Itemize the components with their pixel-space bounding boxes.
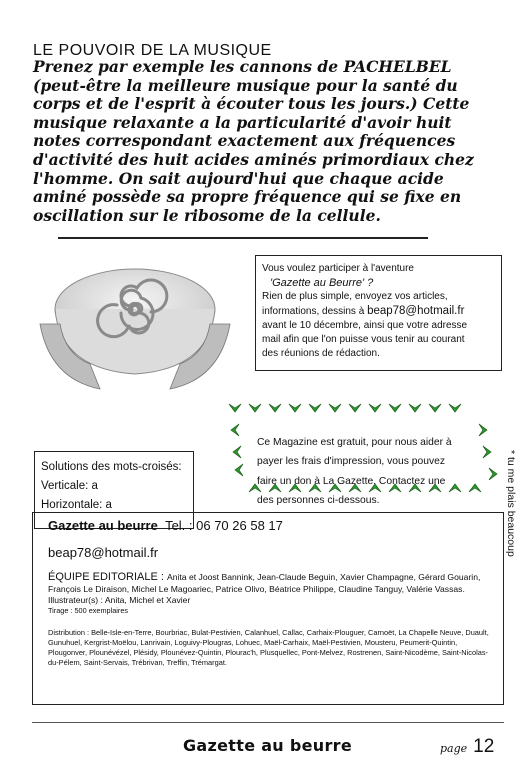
vine-leaf [369, 404, 381, 412]
page-label: page [440, 742, 468, 755]
vine-leaf [409, 404, 421, 412]
gazette-info-box [32, 512, 504, 705]
vine-leaf [449, 404, 461, 412]
vine-leaf [231, 424, 239, 436]
footer-divider [32, 722, 504, 723]
vine-leaf [483, 446, 491, 458]
vine-leaf [479, 424, 487, 436]
crossword-vertical: Verticale: a [41, 480, 98, 492]
article-line: l'homme. On sait aujourd'hui que chaque acide [33, 168, 444, 188]
donation-line: Ce Magazine est gratuit, pour nous aider à [257, 437, 452, 448]
article-line: aminé possède sa propre fréquence qui se fixe en [33, 187, 462, 207]
participate-line: Vous voulez participer à l'aventure [262, 263, 414, 274]
crossword-title: Solutions des mots-croisés: [41, 461, 182, 473]
vine-leaf [289, 404, 301, 412]
article-title: LE POUVOIR DE LA MUSIQUE [33, 42, 272, 59]
vine-leaf [233, 446, 241, 458]
participate-line: 'Gazette au Beurre' ? [270, 277, 374, 289]
section-divider [58, 237, 428, 239]
equipe-members: Anita et Joost Bannink, Jean-Claude Beguin, Xavier Champagne, Gérard Gouarin, François Le Diraison, Michel Le Magoariec, Patrice Olivo, Béatrice Philippe, Claudine Tanguy, Valérie Vassas. [48, 572, 481, 594]
vine-leaf [489, 468, 497, 480]
triskele-bowl-illustration [30, 254, 240, 394]
participate-line: informations, dessins à [262, 306, 368, 317]
donation-line: des personnes ci-dessous. [257, 494, 380, 506]
gazette-phone[interactable]: Tel. : 06 70 26 58 17 [165, 518, 283, 533]
article-line: notes correspondant exactement aux fréquences [33, 131, 456, 151]
vine-leaf [469, 484, 481, 492]
page-number-value: 12 [473, 736, 495, 757]
donation-notice [257, 433, 467, 510]
equipe-label: ÉQUIPE EDITORIALE : [48, 571, 167, 583]
vine-leaf [429, 404, 441, 412]
illustrators: Illustrateur(s) : Anita, Michel et Xavier [48, 595, 191, 606]
donation-line: payer les frais d'impression, vous pouvez [257, 456, 445, 468]
vine-leaf [389, 404, 401, 412]
page-number [440, 736, 494, 758]
vine-leaf [329, 404, 341, 412]
vine-leaf [235, 464, 243, 476]
participate-line: mail afin que l'on puisse vous tenir au courant [262, 334, 465, 345]
participate-line: avant le 10 décembre, ainsi que votre adresse [262, 320, 468, 331]
article-line: (peut-être la meilleure musique pour la santé du [33, 75, 458, 95]
print-run: Tirage : 500 exemplaires [48, 606, 129, 616]
article-line: oscillation sur le ribosome de la cellule. [33, 205, 381, 225]
article-line: Prenez par exemple les cannons de PACHELBEL [33, 57, 452, 76]
vine-leaf [349, 404, 361, 412]
crossword-horizontal: Horizontale: a [41, 499, 112, 511]
vine-leaf [229, 404, 241, 412]
gazette-email-link[interactable]: beap78@hotmail.fr [48, 545, 159, 560]
article-line: corps et de l'esprit à écouter tous les jours.) Cette [33, 94, 470, 114]
vine-leaf [309, 404, 321, 412]
article-line: musique relaxante a la particularité d'avoir huit [33, 112, 452, 132]
gazette-name: Gazette au beurre [48, 518, 158, 533]
article-line: d'activité des huit acides aminés primordiaux chez [33, 149, 474, 169]
side-note-text: * tu me plais beaucoup [505, 450, 517, 557]
participate-line: des réunions de rédaction. [262, 348, 380, 359]
participate-line: Rien de plus simple, envoyez vos articles, [262, 291, 448, 302]
distribution-list: Distribution : Belle-Isle-en-Terre, Bourbriac, Bulat-Pestivien, Calanhuel, Callac, Carhaix-Plouguer, Carnoët, La Chapelle Neuve, Duault, Gunuhuel, Kergrist-Moëlou, Lanrivain, Loguivy-Plougras, Lohuec, Maël-Carhaix, Maël-Pestivien, Mousteru, Peumerit-Quintin, Plougonver, Plounévézel, Plésidy, Plounévez-Quintin, Plourac'h, Plusquellec, Pont-Melvez, Rostrenen, Saint-Nicodème, Saint-Nicolas-du-Pélem, Saint-Servais, Trébrivan, Treffin, Trémargat. [48, 628, 489, 668]
footer-title: Gazette au beurre [183, 736, 352, 755]
participate-box [255, 255, 502, 371]
donation-line: faire un don à La Gazette. Contactez une [257, 475, 446, 487]
article-body [33, 58, 503, 225]
participate-email-link[interactable]: beap78@hotmail.fr [367, 305, 465, 317]
vine-leaf [249, 404, 261, 412]
vine-leaf [269, 404, 281, 412]
